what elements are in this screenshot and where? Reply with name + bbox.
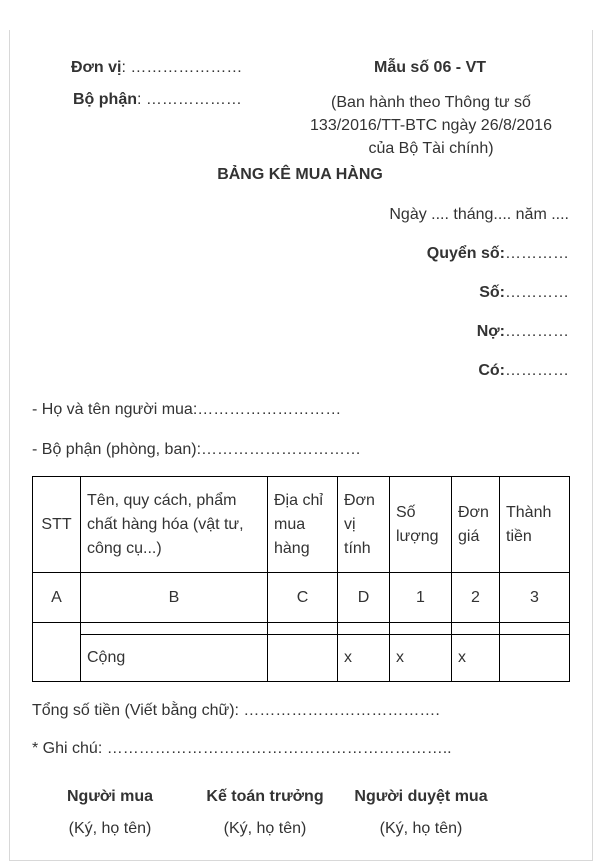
doc-number-line xyxy=(300,284,569,302)
letter-cell: C xyxy=(268,573,338,623)
dept-line xyxy=(73,91,242,109)
total-quantity-cell: x xyxy=(390,635,452,682)
letter-cell: A xyxy=(33,573,81,623)
debit-line xyxy=(300,323,569,341)
empty-cell xyxy=(452,623,500,635)
credit-line xyxy=(300,362,569,380)
signature-hint-chief-accountant: (Ký, họ tên) xyxy=(223,820,307,837)
letter-cell: 2 xyxy=(452,573,500,623)
col-header-address: Địa chỉ mua hàng xyxy=(268,477,338,573)
book-number-label: Quyển số: xyxy=(426,245,505,262)
signature-title-chief-accountant: Kế toán trưởng xyxy=(206,788,324,805)
empty-cell xyxy=(390,623,452,635)
total-unit-cell: x xyxy=(338,635,390,682)
empty-cell xyxy=(268,623,338,635)
total-in-words-line: Tổng số tiền (Viết bằng chữ): ………………………………. xyxy=(32,702,440,719)
date-line: Ngày .... tháng.... năm .... xyxy=(389,206,569,223)
regulation-line-2: 133/2016/TT-BTC ngày 26/8/2016 xyxy=(310,117,552,134)
credit-label: Có: xyxy=(478,362,505,379)
signature-title-approver: Người duyệt mua xyxy=(354,788,488,805)
letter-cell: B xyxy=(81,573,268,623)
total-price-cell: x xyxy=(452,635,500,682)
col-header-unit: Đơn vị tính xyxy=(338,477,390,573)
table-header-row xyxy=(33,477,570,573)
table-letter-row xyxy=(33,573,570,623)
stt-cell-merged xyxy=(33,623,81,682)
dept-value: : ……………… xyxy=(137,91,242,108)
credit-dots: ………… xyxy=(505,362,569,379)
unit-value: : ………………… xyxy=(121,59,243,76)
letter-cell: 3 xyxy=(500,573,570,623)
note-line: * Ghi chú: ……………………………………………………….. xyxy=(32,740,452,757)
book-number-dots: ………… xyxy=(505,245,569,262)
dept-label: Bộ phận xyxy=(73,91,137,108)
col-header-quantity: Số lượng xyxy=(390,477,452,573)
empty-cell xyxy=(81,623,268,635)
doc-number-dots: ………… xyxy=(505,284,569,301)
debit-label: Nợ: xyxy=(476,323,505,340)
total-amount-cell xyxy=(500,635,570,682)
debit-dots: ………… xyxy=(505,323,569,340)
buyer-dept-line: - Bộ phận (phòng, ban):………………………… xyxy=(32,441,362,458)
col-header-unit-price: Đơn giá xyxy=(452,477,500,573)
purchase-table xyxy=(32,476,570,682)
table-total-row xyxy=(33,635,570,682)
signature-title-buyer: Người mua xyxy=(66,788,154,805)
doc-number-label: Số: xyxy=(479,284,505,301)
col-header-stt: STT xyxy=(33,477,81,573)
book-number-line xyxy=(300,245,569,263)
empty-cell xyxy=(500,623,570,635)
col-header-amount: Thành tiền xyxy=(500,477,570,573)
form-number: Mẫu số 06 - VT xyxy=(373,59,487,76)
empty-cell xyxy=(338,623,390,635)
table-empty-row xyxy=(33,623,570,635)
total-address-cell xyxy=(268,635,338,682)
signature-hint-buyer: (Ký, họ tên) xyxy=(68,820,152,837)
letter-cell: D xyxy=(338,573,390,623)
unit-label: Đơn vị xyxy=(71,59,122,76)
signature-hint-approver: (Ký, họ tên) xyxy=(379,820,463,837)
unit-line xyxy=(71,59,242,77)
total-label: Cộng xyxy=(81,635,268,682)
regulation-line-1: (Ban hành theo Thông tư số xyxy=(331,94,531,111)
buyer-name-line: - Họ và tên người mua:……………………… xyxy=(32,401,342,418)
document-title: BẢNG KÊ MUA HÀNG xyxy=(217,166,383,183)
letter-cell: 1 xyxy=(390,573,452,623)
regulation-note xyxy=(296,91,566,160)
regulation-line-3: của Bộ Tài chính) xyxy=(368,140,494,157)
col-header-item-name: Tên, quy cách, phẩm chất hàng hóa (vật tư, công cụ...) xyxy=(81,477,268,573)
